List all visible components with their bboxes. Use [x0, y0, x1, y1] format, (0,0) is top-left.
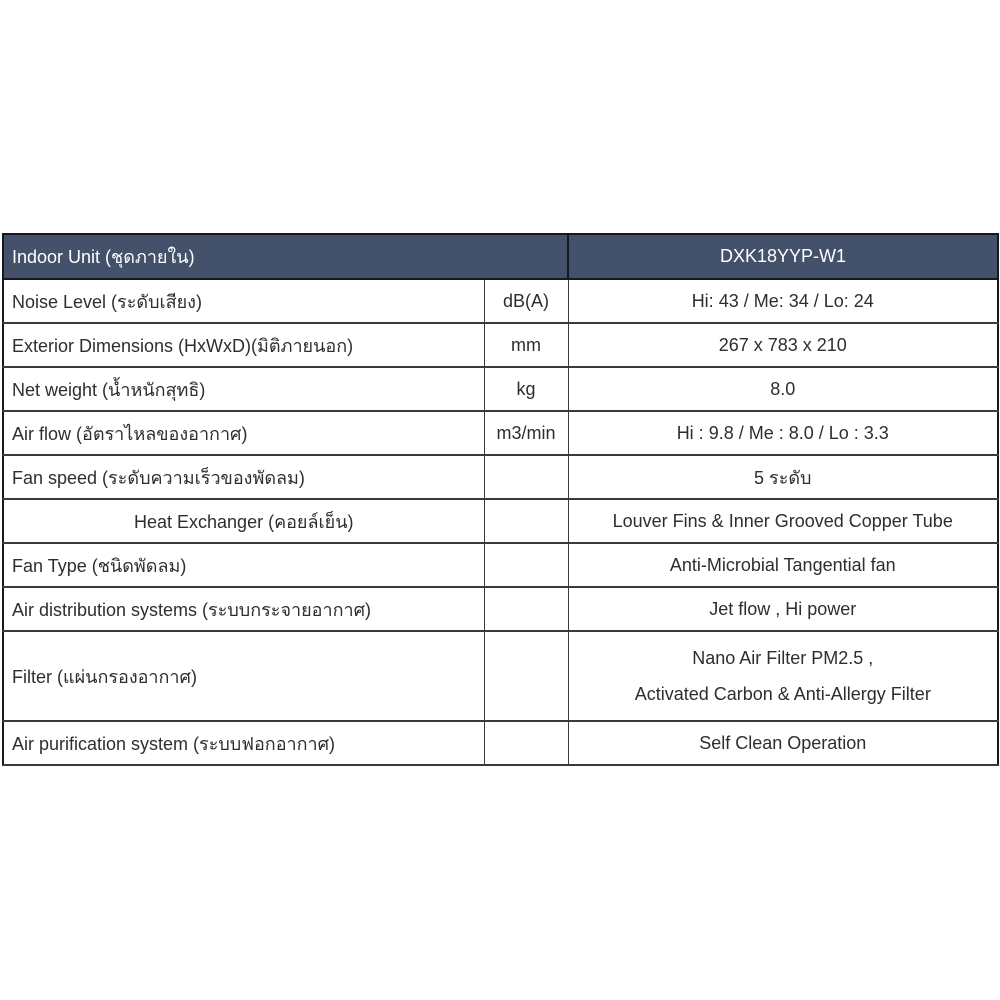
table-row-air-flow	[3, 411, 998, 455]
spec-table	[2, 233, 999, 766]
row-unit	[484, 499, 568, 543]
row-unit: dB(A)	[484, 279, 568, 323]
filter-value-line-1: Nano Air Filter PM2.5 ,	[692, 648, 874, 669]
row-label: Noise Level (ระดับเสียง)	[3, 279, 484, 323]
row-unit: mm	[484, 323, 568, 367]
row-value: 267 x 783 x 210	[568, 323, 998, 367]
row-value: Self Clean Operation	[568, 721, 998, 765]
table-row-noise-level	[3, 279, 998, 323]
row-label: Heat Exchanger (คอยล์เย็น)	[3, 499, 484, 543]
row-label: Net weight (น้ำหนักสุทธิ)	[3, 367, 484, 411]
row-unit	[484, 587, 568, 631]
filter-value-line-2: Activated Carbon & Anti-Allergy Filter	[634, 683, 931, 704]
table-row-fan-type	[3, 543, 998, 587]
table-title: Indoor Unit (ชุดภายใน)	[3, 234, 568, 279]
model-number: DXK18YYP-W1	[568, 234, 998, 279]
row-label: Fan speed (ระดับความเร็วของพัดลม)	[3, 455, 484, 499]
table-row-net-weight	[3, 367, 998, 411]
filter-value-lines	[569, 632, 998, 720]
header-row	[3, 234, 998, 279]
row-value: 8.0	[568, 367, 998, 411]
row-label: Fan Type (ชนิดพัดลม)	[3, 543, 484, 587]
row-value: Anti-Microbial Tangential fan	[568, 543, 998, 587]
row-label: Air purification system (ระบบฟอกอากาศ)	[3, 721, 484, 765]
row-value: Hi: 43 / Me: 34 / Lo: 24	[568, 279, 998, 323]
row-label: Air distribution systems (ระบบกระจายอากาศ)	[3, 587, 484, 631]
row-value: 5 ระดับ	[568, 455, 998, 499]
table-row-filter	[3, 631, 998, 721]
row-unit: kg	[484, 367, 568, 411]
table-row-heat-exchanger	[3, 499, 998, 543]
row-unit	[484, 543, 568, 587]
row-value: Hi : 9.8 / Me : 8.0 / Lo : 3.3	[568, 411, 998, 455]
row-value	[568, 631, 998, 721]
row-label: Air flow (อัตราไหลของอากาศ)	[3, 411, 484, 455]
table-row-fan-speed	[3, 455, 998, 499]
row-unit	[484, 721, 568, 765]
row-label: Exterior Dimensions (HxWxD)(มิติภายนอก)	[3, 323, 484, 367]
row-label: Filter (แผ่นกรองอากาศ)	[3, 631, 484, 721]
row-value: Jet flow , Hi power	[568, 587, 998, 631]
row-unit: m3/min	[484, 411, 568, 455]
table-row-air-distribution	[3, 587, 998, 631]
row-unit	[484, 455, 568, 499]
row-value: Louver Fins & Inner Grooved Copper Tube	[568, 499, 998, 543]
table-row-exterior-dimensions	[3, 323, 998, 367]
table-row-air-purification	[3, 721, 998, 765]
row-unit	[484, 631, 568, 721]
